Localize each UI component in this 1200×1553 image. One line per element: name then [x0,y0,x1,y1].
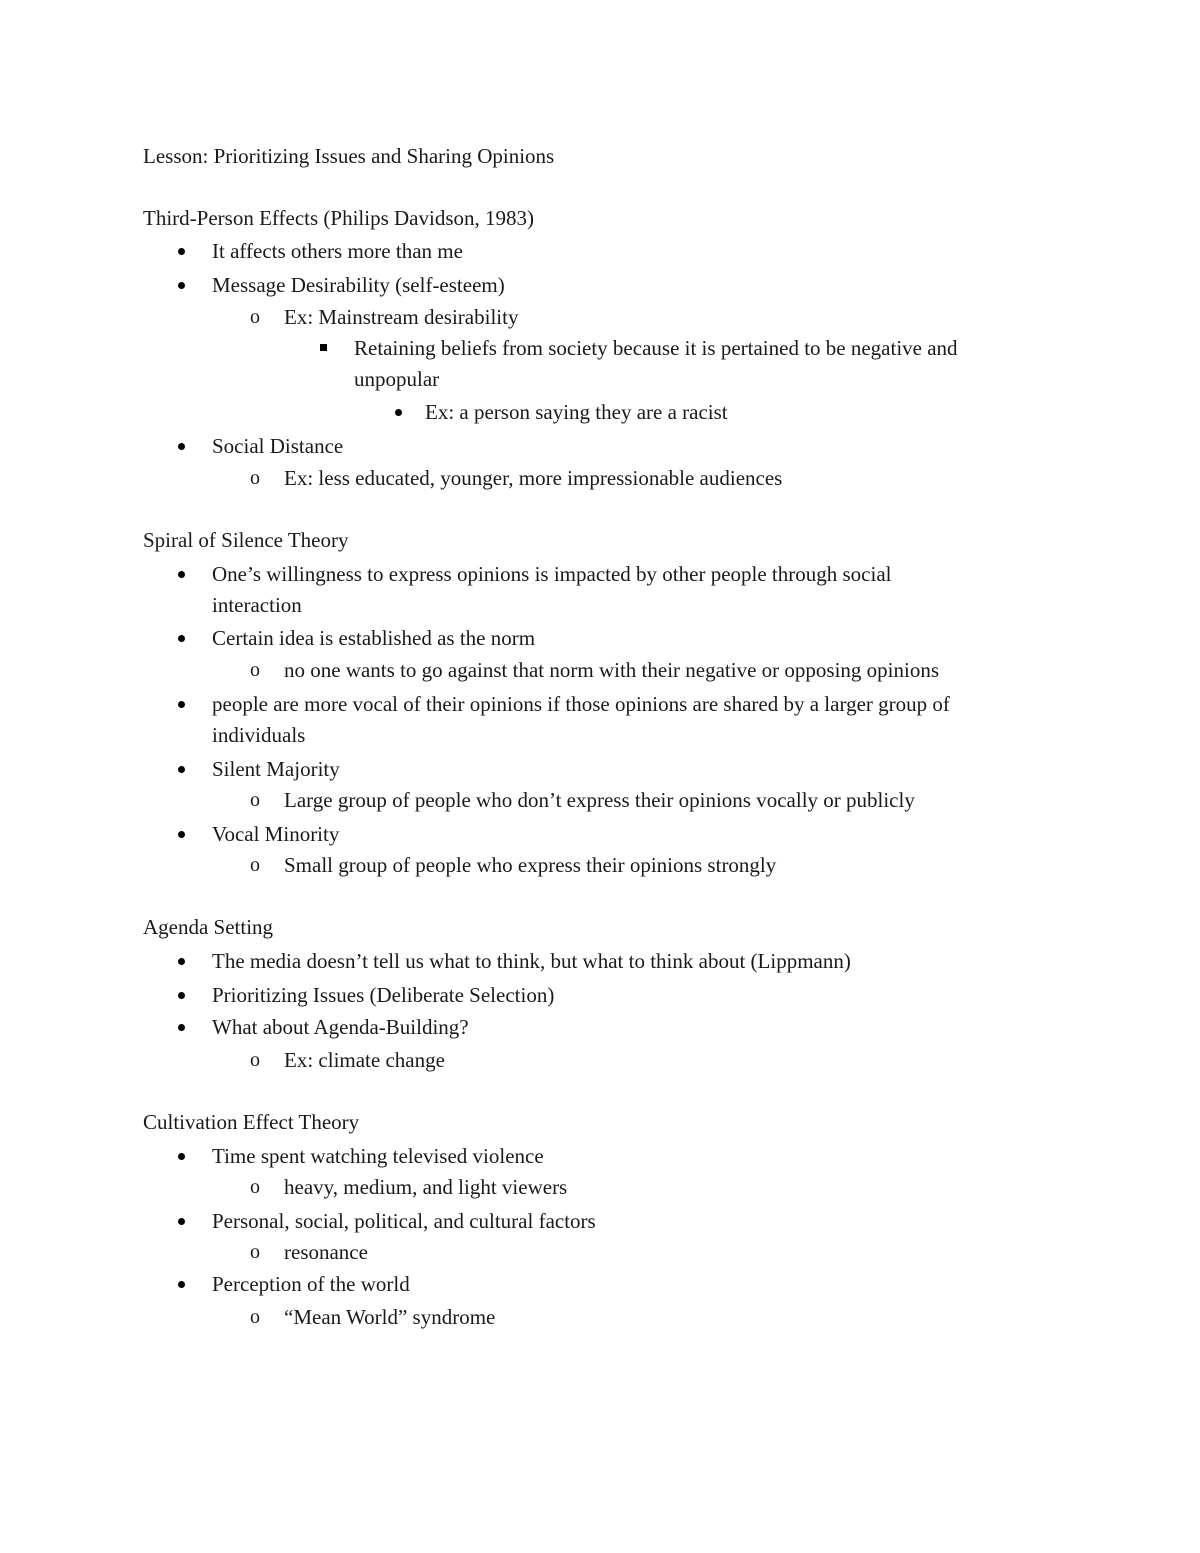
list-item-continuation: individuals [212,723,306,747]
bullet-disc-icon [178,571,185,578]
bullet-disc-icon [178,1153,185,1160]
section-heading-cultivation-effect: Cultivation Effect Theory [143,1110,360,1134]
list-item: Prioritizing Issues (Deliberate Selection) [212,983,555,1007]
list-item: Time spent watching televised violence [212,1144,544,1168]
bullet-circle-icon: o [250,789,260,811]
bullet-circle-icon: o [250,854,260,876]
bullet-disc-icon [178,635,185,642]
list-item: Retaining beliefs from society because it is pertained to be negative and [354,336,958,360]
list-item: Large group of people who don’t express their opinions vocally or publicly [284,788,915,812]
list-item: people are more vocal of their opinions if those opinions are shared by a larger group of [212,692,950,716]
list-item: Silent Majority [212,757,340,781]
list-item: Social Distance [212,434,344,458]
list-item: Ex: Mainstream desirability [284,305,519,329]
list-item: Personal, social, political, and cultural factors [212,1209,596,1233]
bullet-circle-icon: o [250,1176,260,1198]
section-heading-agenda-setting: Agenda Setting [143,915,274,939]
list-item: resonance [284,1240,368,1264]
bullet-square-icon [320,344,327,351]
bullet-disc-icon [178,1024,185,1031]
list-item: What about Agenda-Building? [212,1015,469,1039]
section-heading-spiral-of-silence: Spiral of Silence Theory [143,528,349,552]
bullet-circle-icon: o [250,659,260,681]
lesson-title: Lesson: Prioritizing Issues and Sharing Opinions [143,144,555,168]
bullet-disc-icon [178,766,185,773]
bullet-disc-icon [178,1218,185,1225]
list-item: It affects others more than me [212,239,463,263]
list-item: Message Desirability (self-esteem) [212,273,505,297]
list-item: heavy, medium, and light viewers [284,1175,568,1199]
bullet-disc-icon [178,701,185,708]
list-item: Perception of the world [212,1272,410,1296]
section-heading-third-person: Third-Person Effects (Philips Davidson, 1983) [143,206,534,230]
list-item: Ex: less educated, younger, more impressionable audiences [284,466,783,490]
bullet-disc-icon [178,992,185,999]
bullet-disc-icon [395,409,402,416]
bullet-disc-icon [178,248,185,255]
bullet-circle-icon: o [250,1049,260,1071]
list-item-continuation: unpopular [354,367,440,391]
bullet-disc-icon [178,282,185,289]
bullet-circle-icon: o [250,467,260,489]
list-item: Ex: climate change [284,1048,445,1072]
bullet-circle-icon: o [250,1306,260,1328]
bullet-disc-icon [178,831,185,838]
bullet-disc-icon [178,1281,185,1288]
bullet-circle-icon: o [250,1241,260,1263]
list-item: no one wants to go against that norm with their negative or opposing opinions [284,658,939,682]
bullet-circle-icon: o [250,306,260,328]
list-item: Small group of people who express their opinions strongly [284,853,777,877]
bullet-disc-icon [178,443,185,450]
list-item: “Mean World” syndrome [284,1305,496,1329]
bullet-disc-icon [178,958,185,965]
list-item: One’s willingness to express opinions is impacted by other people through social [212,562,892,586]
list-item: Certain idea is established as the norm [212,626,536,650]
list-item: The media doesn’t tell us what to think, but what to think about (Lippmann) [212,949,851,973]
list-item: Ex: a person saying they are a racist [425,400,728,424]
list-item-continuation: interaction [212,593,302,617]
list-item: Vocal Minority [212,822,340,846]
